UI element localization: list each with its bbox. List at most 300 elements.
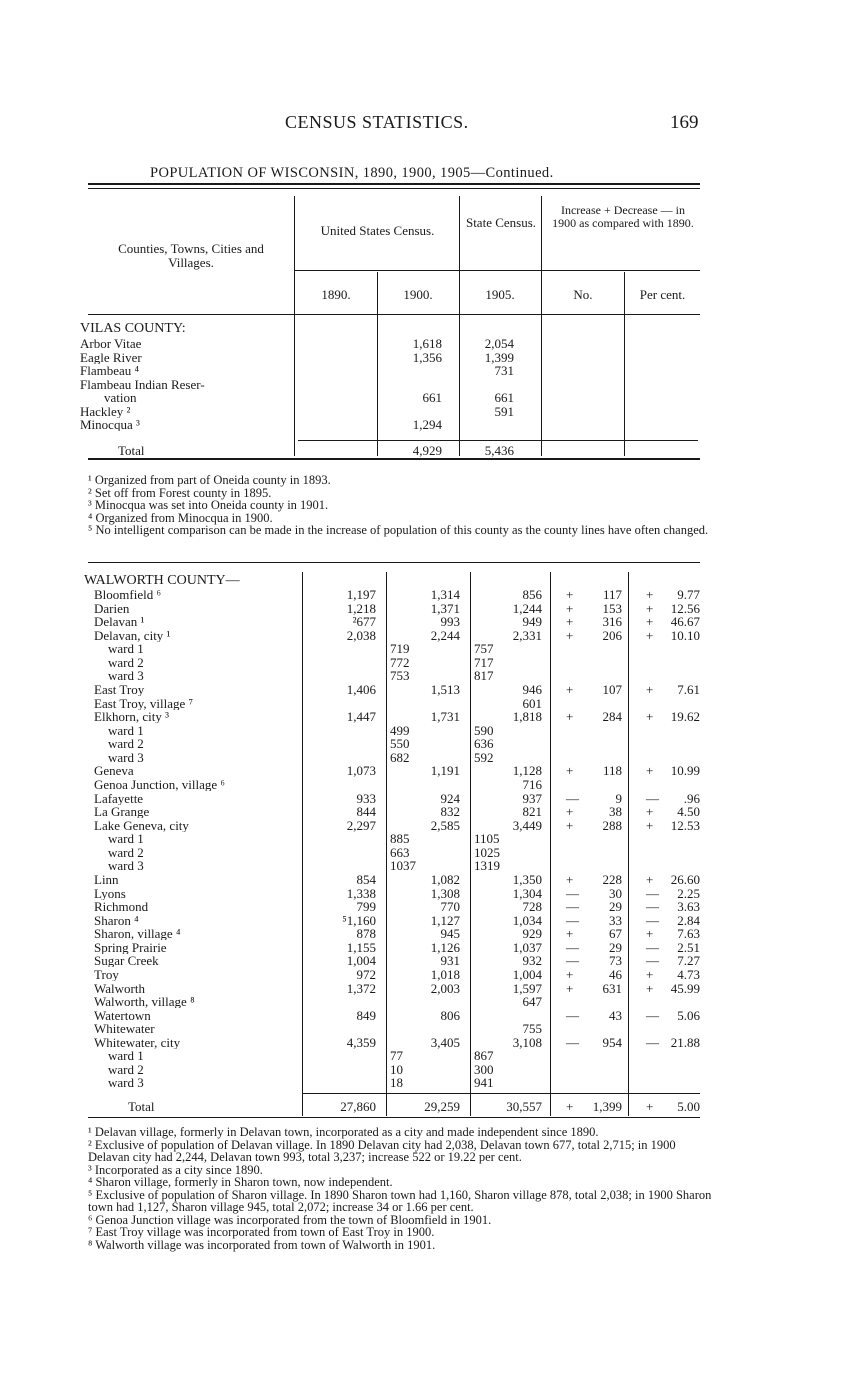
cell-sign: +	[566, 763, 574, 779]
table-row	[0, 832, 859, 845]
table-row	[0, 778, 859, 791]
cell-1905: 1,128	[512, 763, 542, 779]
cell-1905: 821	[522, 804, 542, 820]
cell-1890: 849	[356, 1007, 376, 1023]
cell-1900-ward: 10	[390, 1061, 403, 1077]
table-row	[0, 710, 859, 723]
cell-sign: +	[566, 926, 574, 942]
row-label: Walworth	[94, 981, 145, 995]
total-no: 1,399	[592, 1099, 622, 1114]
cell-1905: 716	[522, 776, 542, 792]
row-label: ward 2	[108, 1062, 144, 1076]
total-pct-sign: +	[646, 1099, 654, 1114]
table-row	[0, 846, 859, 859]
total-label: Total	[128, 1099, 155, 1114]
header-rule-top2	[88, 188, 700, 189]
cell-1900-ward: 77	[390, 1048, 403, 1064]
cell-pct: 9.77	[677, 587, 700, 602]
cell-sign: —	[566, 790, 579, 806]
cell-pct-sign: —	[646, 790, 659, 806]
cell-pct: 46.67	[670, 614, 700, 630]
table-row	[0, 954, 859, 967]
cell-1900-ward: 885	[390, 831, 410, 847]
row-label: Eagle River	[80, 350, 142, 364]
cell-pct-sign: +	[646, 871, 654, 887]
cell-no: 316	[602, 614, 622, 630]
header-rule-bottom	[88, 314, 700, 315]
cell-no: 43	[609, 1007, 622, 1023]
cell-1905: 1,597	[512, 980, 542, 996]
cell-1890: 1,155	[346, 939, 376, 955]
table-row	[0, 405, 859, 418]
page-number: 169	[670, 112, 699, 133]
row-label: Darien	[94, 601, 130, 615]
table-row	[0, 602, 859, 615]
cell-1890: 1,406	[346, 682, 376, 697]
cell-pct: 2.51	[677, 939, 700, 955]
table-row	[0, 764, 859, 777]
cell-1905-ward: 757	[474, 641, 494, 657]
row-label: Flambeau ⁴	[80, 364, 140, 377]
footnote: ⁵ Exclusive of population of Sharon village. In 1890 Sharon town had 1,160, Sharon village 878, total 2,038; in 1900 Sharon town had 1,127, Sharon village 945, total 2,072; increase 34 or 1.66 per cent.	[88, 1187, 712, 1214]
cell-1905: 1,244	[512, 600, 542, 616]
cell-sign: —	[566, 885, 579, 901]
cell-1900: 2,244	[430, 627, 460, 643]
cell-sign: +	[566, 627, 574, 643]
table-row	[0, 1076, 859, 1089]
walworth-footnotes	[88, 1126, 718, 1251]
cell-1890: 2,038	[346, 627, 376, 643]
row-label: East Troy, village ⁷	[94, 696, 194, 710]
cell-1900: 1,308	[430, 885, 460, 901]
table-row	[0, 1009, 859, 1022]
cell-1905: 1,399	[484, 349, 514, 365]
table-row	[0, 914, 859, 927]
row-label: ward 3	[108, 859, 144, 873]
cell-1900-ward: 772	[390, 654, 410, 670]
cell-pct: 2.25	[677, 885, 700, 901]
cell-1890: 972	[356, 966, 376, 982]
col-pct-header: Per cent.	[639, 287, 686, 302]
cell-pct-sign: —	[646, 885, 659, 901]
cell-sign: —	[566, 939, 579, 955]
cell-no: 284	[602, 709, 622, 725]
running-title: CENSUS STATISTICS.	[285, 112, 469, 132]
cell-sign: —	[566, 1034, 579, 1050]
cell-1900: 1,731	[430, 709, 460, 725]
vilas-footnotes	[88, 474, 718, 537]
cell-1900-ward: 663	[390, 844, 410, 860]
cell-1890: ⁵1,160	[342, 912, 376, 928]
cell-no: 107	[602, 682, 622, 697]
cell-no: 46	[609, 966, 622, 982]
table-title: POPULATION OF WISCONSIN, 1890, 1900, 1905—Continued.	[150, 165, 554, 181]
row-label: Sharon, village ⁴	[94, 927, 181, 941]
col-1900-header: 1900.	[403, 287, 433, 302]
cell-sign: +	[566, 709, 574, 725]
footnote: ⁵ No intelligent comparison can be made in the increase of population of this county as the county lines have often changed.	[88, 523, 709, 537]
total-label: Total	[118, 443, 145, 458]
col-1905-header: 1905.	[485, 287, 515, 302]
cell-1905: 937	[522, 790, 542, 806]
table-row	[0, 859, 859, 872]
cell-1900: 661	[422, 390, 442, 405]
footnote: ⁷ East Troy village was incorporated from town of East Troy in 1900.	[88, 1225, 435, 1239]
footnote: ² Exclusive of population of Delavan village. In 1890 Delavan city had 2,038, Delavan town 677, total 2,715; in 1900 Delavan city had 2,244, Delavan town 993, total 3,237; increase 522 or 19.22 per cent.	[88, 1137, 676, 1164]
cell-pct: 10.10	[670, 627, 700, 643]
row-label: Minocqua ³	[80, 418, 140, 431]
cell-1900: 1,082	[430, 871, 460, 887]
cell-1890: ²677	[352, 614, 376, 630]
cell-pct: .96	[683, 790, 700, 806]
increase-header: Increase + Decrease — in 1900 as compared with 1890.	[552, 203, 694, 230]
row-label: ward 1	[108, 642, 144, 656]
state-census-header: State Census.	[465, 215, 537, 230]
cell-pct-sign: +	[646, 763, 654, 779]
table-row	[0, 792, 859, 805]
table-row	[0, 927, 859, 940]
table-row	[0, 351, 859, 364]
table-row	[0, 982, 859, 995]
table-row	[0, 656, 859, 669]
row-label: Flambeau Indian Reser-	[80, 377, 205, 391]
table-row	[0, 683, 859, 696]
cell-1905-ward: 592	[474, 749, 494, 765]
row-label: Delavan ¹	[94, 615, 145, 629]
cell-sign: —	[566, 899, 579, 915]
table-row	[0, 1022, 859, 1035]
cell-no: 228	[602, 871, 622, 887]
footnote: ⁴ Organized from Minocqua in 1900.	[88, 510, 273, 525]
cell-1890: 854	[356, 871, 376, 887]
stub-header: Counties, Towns, Cities and Villages.	[118, 241, 264, 270]
col-no-header: No.	[573, 287, 593, 302]
cell-1905: 2,331	[512, 627, 542, 643]
cell-pct: 12.53	[670, 817, 700, 833]
cell-1905: 3,108	[512, 1034, 542, 1050]
cell-pct: 45.99	[670, 980, 700, 996]
table-row	[0, 968, 859, 981]
table-row	[0, 418, 859, 431]
table-row	[0, 819, 859, 832]
cell-1905: 856	[522, 587, 542, 602]
total-1900: 4,929	[412, 443, 442, 458]
cell-pct: 4.50	[677, 804, 700, 820]
cell-1905-ward: 941	[474, 1075, 494, 1091]
row-label: ward 1	[108, 1049, 144, 1063]
cell-no: 153	[602, 600, 622, 616]
cell-1905: 755	[522, 1021, 542, 1037]
cell-1905-ward: 1319	[474, 858, 500, 874]
cell-1900: 1,191	[430, 763, 460, 779]
cell-sign: +	[566, 817, 574, 833]
cell-pct-sign: —	[646, 939, 659, 955]
cell-pct-sign: —	[646, 899, 659, 915]
cell-pct-sign: +	[646, 926, 654, 942]
cell-1905-ward: 1025	[474, 844, 500, 860]
cell-pct-sign: +	[646, 817, 654, 833]
table-row	[0, 941, 859, 954]
cell-sign: +	[566, 966, 574, 982]
cell-1905: 1,037	[512, 939, 542, 955]
total-1900: 29,259	[424, 1099, 460, 1114]
cell-1905-ward: 636	[474, 736, 494, 752]
table-row	[0, 1063, 859, 1076]
cell-pct-sign: +	[646, 709, 654, 725]
row-label: Linn	[94, 872, 119, 886]
cell-sign: —	[566, 1007, 579, 1023]
footnote: ¹ Organized from part of Oneida county in 1893.	[88, 473, 331, 487]
row-label: La Grange	[94, 805, 150, 819]
cell-pct-sign: +	[646, 614, 654, 630]
cell-no: 631	[602, 980, 622, 996]
row-label: Walworth, village ⁸	[94, 995, 195, 1008]
table-row	[0, 887, 859, 900]
row-label: ward 1	[108, 723, 144, 737]
row-label: vation	[104, 391, 137, 404]
cell-1905: 3,449	[512, 817, 542, 833]
total-1890: 27,860	[340, 1099, 376, 1114]
cell-1890: 1,338	[346, 885, 376, 901]
cell-1905-ward: 590	[474, 722, 494, 738]
cell-pct: 2.84	[677, 912, 700, 928]
table-row	[0, 697, 859, 710]
total-1905: 30,557	[506, 1099, 542, 1114]
cell-1905-ward: 817	[474, 668, 494, 684]
row-label: ward 2	[108, 845, 144, 859]
county-heading	[0, 322, 859, 335]
cell-1905: 2,054	[484, 336, 514, 351]
vilas-section-rule	[88, 458, 700, 460]
cell-pct: 7.61	[677, 682, 700, 697]
cell-1905: 661	[494, 390, 514, 405]
table-row	[0, 900, 859, 913]
cell-1905: 932	[522, 953, 542, 969]
cell-1900: 945	[440, 926, 460, 942]
cell-1890: 844	[356, 804, 376, 820]
cell-1890: 1,073	[346, 763, 376, 779]
row-label: Hackley ²	[80, 404, 131, 418]
cell-no: 954	[602, 1034, 622, 1050]
cell-sign: +	[566, 804, 574, 820]
cell-pct: 26.60	[670, 871, 700, 887]
total-pct: 5.00	[677, 1099, 700, 1114]
row-label: Lafayette	[94, 791, 144, 805]
cell-1900: 1,513	[430, 682, 460, 697]
cell-1905: 946	[522, 682, 542, 697]
cell-no: 118	[602, 763, 622, 779]
row-label: East Troy	[94, 683, 145, 696]
footnote: ³ Minocqua was set into Oneida county in 1901.	[88, 498, 329, 512]
row-label: Watertown	[94, 1008, 151, 1022]
cell-sign: —	[566, 912, 579, 928]
cell-1905: 1,350	[512, 871, 542, 887]
cell-pct: 5.06	[677, 1007, 700, 1023]
cell-1900-ward: 753	[390, 668, 410, 684]
table-row	[0, 642, 859, 655]
cell-1900: 931	[440, 953, 460, 969]
cell-1890: 2,297	[346, 817, 376, 833]
cell-1900-ward: 1037	[390, 858, 416, 874]
cell-1905: 949	[522, 614, 542, 630]
table-row	[0, 995, 859, 1008]
row-label: Geneva	[94, 764, 134, 778]
cell-1905-ward: 1105	[474, 831, 500, 847]
cell-sign: +	[566, 587, 574, 602]
cell-1890: 1,372	[346, 980, 376, 996]
row-label: Troy	[94, 967, 119, 981]
county-heading-text: VILAS COUNTY:	[80, 322, 186, 335]
footnote: ² Set off from Forest county in 1895.	[88, 485, 272, 500]
total-row	[0, 444, 859, 457]
row-label: Lyons	[94, 886, 126, 900]
cell-1900: 924	[440, 790, 460, 806]
table-row	[0, 724, 859, 737]
cell-1890: 1,447	[346, 709, 376, 725]
row-label: Sugar Creek	[94, 954, 159, 968]
cell-no: 67	[609, 926, 622, 942]
row-label: Delavan, city ¹	[94, 628, 171, 642]
row-label: Lake Geneva, city	[94, 818, 189, 832]
cell-1900-ward: 499	[390, 722, 410, 738]
table-row	[0, 1049, 859, 1062]
table-row	[0, 378, 859, 391]
cell-1900: 1,314	[430, 587, 460, 602]
footnote: ⁸ Walworth village was incorporated from town of Walworth in 1901.	[88, 1237, 436, 1252]
cell-no: 38	[609, 804, 622, 820]
footnote: ⁴ Sharon village, formerly in Sharon town, now independent.	[88, 1175, 393, 1189]
cell-pct: 12.56	[670, 600, 700, 616]
cell-1890: 878	[356, 926, 376, 942]
row-label: Whitewater	[94, 1022, 155, 1036]
row-label: Arbor Vitae	[80, 337, 142, 350]
page-header	[0, 112, 859, 140]
cell-sign: +	[566, 600, 574, 616]
cell-1905: 1,004	[512, 966, 542, 982]
cell-pct-sign: —	[646, 953, 659, 969]
cell-no: 30	[609, 885, 622, 901]
header-rule-top	[88, 183, 700, 185]
table-row	[0, 629, 859, 642]
row-label: ward 3	[108, 669, 144, 683]
cell-no: 29	[609, 939, 622, 955]
cell-pct: 4.73	[677, 966, 700, 982]
cell-1905: 591	[494, 403, 514, 419]
cell-sign: —	[566, 953, 579, 969]
table-row	[0, 805, 859, 818]
cell-no: 33	[609, 912, 622, 928]
cell-1900: 2,003	[430, 980, 460, 996]
cell-no: 29	[609, 899, 622, 915]
cell-no: 288	[602, 817, 622, 833]
cell-1890: 1,004	[346, 953, 376, 969]
cell-pct-sign: +	[646, 600, 654, 616]
table-row	[0, 751, 859, 764]
walworth-total-rule	[302, 1093, 700, 1094]
cell-1905: 731	[494, 363, 514, 378]
cell-1905: 1,034	[512, 912, 542, 928]
county-heading	[0, 574, 859, 587]
header-rule-mid	[294, 270, 700, 271]
cell-1900: 1,126	[430, 939, 460, 955]
cell-pct: 19.62	[670, 709, 700, 725]
total-1905: 5,436	[484, 443, 514, 458]
cell-1900: 3,405	[430, 1034, 460, 1050]
cell-1890: 933	[356, 790, 376, 806]
county-heading-text: WALWORTH COUNTY—	[84, 574, 240, 587]
total-row	[0, 1100, 859, 1113]
cell-1900: 770	[440, 899, 460, 915]
cell-1900: 832	[440, 804, 460, 820]
cell-no: 73	[609, 953, 622, 969]
cell-1890: 4,359	[346, 1034, 376, 1050]
cell-1900-ward: 550	[390, 736, 410, 752]
cell-pct: 7.63	[677, 926, 700, 942]
table-row	[0, 669, 859, 682]
cell-1905: 728	[522, 899, 542, 915]
cell-pct-sign: +	[646, 627, 654, 643]
cell-1900: 1,018	[430, 966, 460, 982]
row-label: ward 3	[108, 1076, 144, 1090]
row-label: ward 3	[108, 750, 144, 764]
cell-pct: 3.63	[677, 899, 700, 915]
cell-1900-ward: 719	[390, 641, 410, 657]
cell-sign: +	[566, 980, 574, 996]
table-row	[0, 588, 859, 601]
us-census-header: United States Census.	[320, 223, 435, 238]
cell-1890: 1,218	[346, 600, 376, 616]
cell-sign: +	[566, 614, 574, 630]
cell-1900: 1,618	[412, 336, 442, 351]
cell-1905: 647	[522, 994, 542, 1009]
row-label: Elkhorn, city ³	[94, 710, 170, 724]
row-label: ward 2	[108, 737, 144, 751]
row-label: Richmond	[94, 900, 149, 914]
cell-1905: 1,818	[512, 709, 542, 725]
cell-pct: 10.99	[670, 763, 700, 779]
row-label: ward 1	[108, 832, 144, 846]
cell-1900: 2,585	[430, 817, 460, 833]
cell-1900: 1,127	[430, 912, 460, 928]
cell-1890: 799	[356, 899, 376, 915]
walworth-section-rule	[88, 562, 700, 563]
cell-pct: 21.88	[670, 1034, 700, 1050]
cell-pct-sign: —	[646, 1007, 659, 1023]
walworth-end-rule	[88, 1117, 700, 1118]
cell-1900: 1,294	[412, 417, 442, 432]
table-row	[0, 337, 859, 350]
row-label: Genoa Junction, village ⁶	[94, 777, 225, 791]
cell-1900-ward: 682	[390, 749, 410, 765]
cell-1900-ward: 18	[390, 1075, 403, 1091]
cell-pct-sign: +	[646, 966, 654, 982]
cell-sign: +	[566, 871, 574, 887]
cell-1890: 1,197	[346, 587, 376, 602]
footnote: ³ Incorporated as a city since 1890.	[88, 1162, 263, 1177]
table-row	[0, 737, 859, 750]
cell-1900: 1,356	[412, 349, 442, 365]
cell-pct: 7.27	[677, 953, 700, 969]
cell-1905: 1,304	[512, 885, 542, 901]
cell-pct-sign: +	[646, 804, 654, 820]
cell-pct-sign: —	[646, 1034, 659, 1050]
cell-no: 9	[615, 790, 622, 806]
cell-1905: 601	[522, 695, 542, 711]
table-row	[0, 391, 859, 404]
table-row	[0, 615, 859, 628]
cell-1900: 806	[440, 1007, 460, 1023]
row-label: Spring Prairie	[94, 940, 167, 954]
